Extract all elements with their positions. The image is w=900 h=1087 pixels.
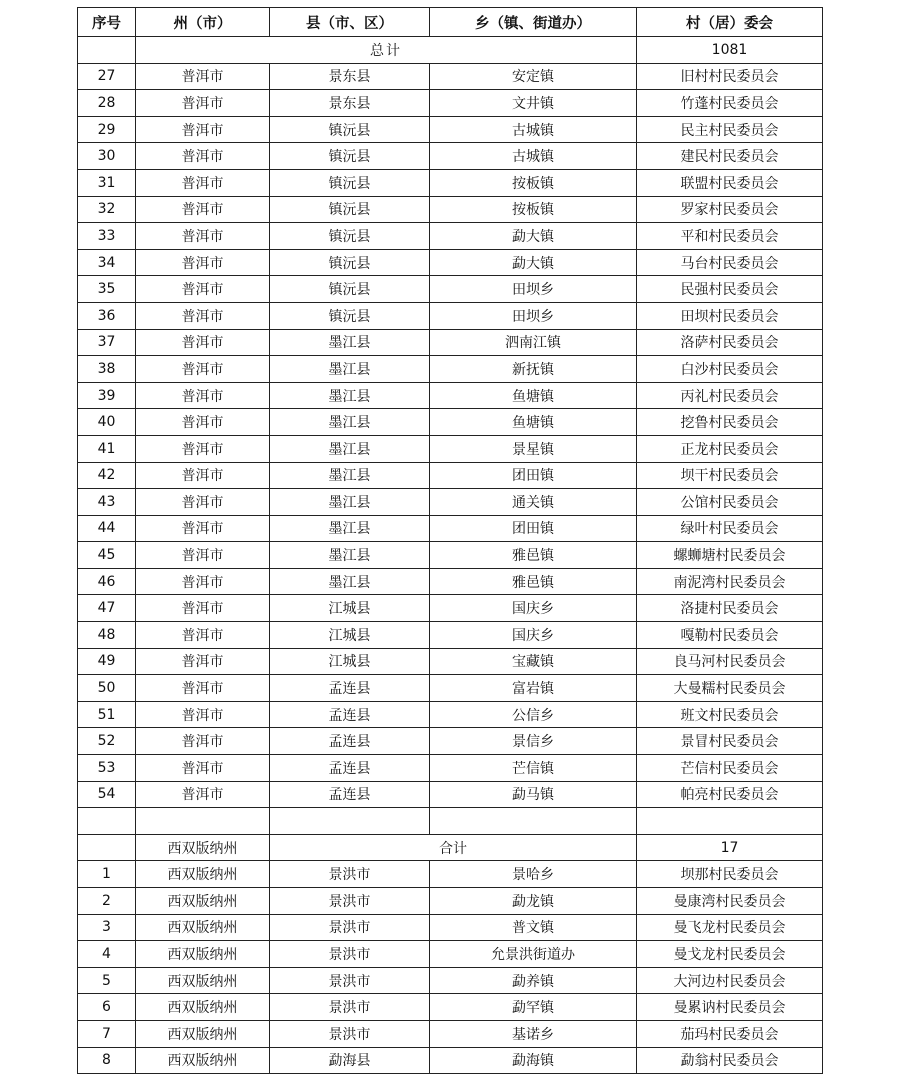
cell-prefecture: 西双版纳州	[136, 994, 270, 1021]
cell-serial: 45	[78, 542, 136, 569]
cell-county: 镇沅县	[270, 196, 430, 223]
cell-village-committee: 芒信村民委员会	[637, 755, 823, 782]
blank-cell	[136, 808, 270, 835]
blank-separator-row	[78, 808, 823, 835]
cell-serial: 52	[78, 728, 136, 755]
cell-county: 江城县	[270, 595, 430, 622]
cell-county: 孟连县	[270, 675, 430, 702]
cell-village-committee: 曼飞龙村民委员会	[637, 914, 823, 941]
cell-village-committee: 建民村民委员会	[637, 143, 823, 170]
cell-township: 团田镇	[430, 462, 637, 489]
cell-township: 允景洪街道办	[430, 941, 637, 968]
cell-prefecture: 普洱市	[136, 728, 270, 755]
cell-village-committee: 民强村民委员会	[637, 276, 823, 303]
table-row	[78, 249, 823, 276]
cell-village-committee: 茄玛村民委员会	[637, 1020, 823, 1047]
table-row	[78, 382, 823, 409]
cell-village-committee: 竹蓬村民委员会	[637, 90, 823, 117]
cell-village-committee: 绿叶村民委员会	[637, 515, 823, 542]
cell-prefecture: 西双版纳州	[136, 888, 270, 915]
table-row	[78, 701, 823, 728]
cell-serial: 6	[78, 994, 136, 1021]
cell-village-committee: 坝那村民委员会	[637, 861, 823, 888]
cell-village-committee: 联盟村民委员会	[637, 169, 823, 196]
cell-township: 古城镇	[430, 116, 637, 143]
cell-township: 雅邑镇	[430, 542, 637, 569]
cell-prefecture: 普洱市	[136, 196, 270, 223]
table-row	[78, 994, 823, 1021]
cell-county: 孟连县	[270, 755, 430, 782]
cell-serial: 50	[78, 675, 136, 702]
table-row	[78, 515, 823, 542]
cell-county: 镇沅县	[270, 223, 430, 250]
cell-county: 景洪市	[270, 861, 430, 888]
cell-village-committee: 嘎勒村民委员会	[637, 622, 823, 649]
table-row	[78, 302, 823, 329]
xsbn-rows	[78, 861, 823, 1074]
cell-county: 墨江县	[270, 462, 430, 489]
cell-village-committee: 洛捷村民委员会	[637, 595, 823, 622]
cell-serial: 41	[78, 435, 136, 462]
cell-prefecture: 普洱市	[136, 382, 270, 409]
cell-serial: 30	[78, 143, 136, 170]
cell-township: 鱼塘镇	[430, 409, 637, 436]
cell-serial: 43	[78, 489, 136, 516]
cell-county: 镇沅县	[270, 169, 430, 196]
cell-serial: 34	[78, 249, 136, 276]
cell-village-committee: 马台村民委员会	[637, 249, 823, 276]
cell-county: 墨江县	[270, 568, 430, 595]
cell-prefecture: 西双版纳州	[136, 1047, 270, 1074]
cell-village-committee: 公馆村民委员会	[637, 489, 823, 516]
cell-county: 镇沅县	[270, 143, 430, 170]
cell-village-committee: 挖鲁村民委员会	[637, 409, 823, 436]
subtotal-blank	[78, 834, 136, 861]
cell-prefecture: 普洱市	[136, 116, 270, 143]
cell-serial: 31	[78, 169, 136, 196]
table-row	[78, 143, 823, 170]
cell-township: 景信乡	[430, 728, 637, 755]
cell-serial: 38	[78, 356, 136, 383]
table-row	[78, 462, 823, 489]
cell-serial: 42	[78, 462, 136, 489]
cell-prefecture: 普洱市	[136, 595, 270, 622]
blank-cell	[270, 808, 430, 835]
cell-county: 墨江县	[270, 382, 430, 409]
village-committee-table	[77, 7, 823, 1074]
cell-village-committee: 螺蛳塘村民委员会	[637, 542, 823, 569]
table-row	[78, 755, 823, 782]
cell-township: 田坝乡	[430, 276, 637, 303]
cell-village-committee: 班文村民委员会	[637, 701, 823, 728]
cell-county: 镇沅县	[270, 276, 430, 303]
table-row	[78, 435, 823, 462]
cell-county: 墨江县	[270, 489, 430, 516]
cell-serial: 39	[78, 382, 136, 409]
cell-county: 镇沅县	[270, 116, 430, 143]
table-row	[78, 356, 823, 383]
cell-serial: 46	[78, 568, 136, 595]
subtotal-label: 合计	[270, 834, 637, 861]
table-row	[78, 781, 823, 808]
cell-serial: 51	[78, 701, 136, 728]
cell-township: 景哈乡	[430, 861, 637, 888]
table-row	[78, 595, 823, 622]
cell-prefecture: 普洱市	[136, 435, 270, 462]
subtotal-prefecture: 西双版纳州	[136, 834, 270, 861]
cell-prefecture: 普洱市	[136, 90, 270, 117]
cell-township: 新抚镇	[430, 356, 637, 383]
cell-prefecture: 普洱市	[136, 276, 270, 303]
cell-county: 景洪市	[270, 914, 430, 941]
cell-county: 景东县	[270, 90, 430, 117]
cell-village-committee: 白沙村民委员会	[637, 356, 823, 383]
table-row	[78, 169, 823, 196]
cell-county: 墨江县	[270, 435, 430, 462]
cell-township: 富岩镇	[430, 675, 637, 702]
cell-village-committee: 正龙村民委员会	[637, 435, 823, 462]
table-row	[78, 1047, 823, 1074]
cell-county: 墨江县	[270, 542, 430, 569]
cell-prefecture: 普洱市	[136, 169, 270, 196]
cell-prefecture: 西双版纳州	[136, 1020, 270, 1047]
cell-county: 墨江县	[270, 329, 430, 356]
cell-serial: 5	[78, 967, 136, 994]
table-row	[78, 196, 823, 223]
table-row	[78, 409, 823, 436]
cell-serial: 2	[78, 888, 136, 915]
table-row	[78, 622, 823, 649]
cell-county: 江城县	[270, 622, 430, 649]
cell-serial: 47	[78, 595, 136, 622]
cell-village-committee: 勐翁村民委员会	[637, 1047, 823, 1074]
table-row	[78, 675, 823, 702]
cell-prefecture: 普洱市	[136, 755, 270, 782]
cell-serial: 32	[78, 196, 136, 223]
table-row	[78, 728, 823, 755]
cell-prefecture: 普洱市	[136, 143, 270, 170]
cell-township: 勐罕镇	[430, 994, 637, 1021]
cell-village-committee: 旧村村民委员会	[637, 63, 823, 90]
table-row	[78, 861, 823, 888]
cell-township: 景星镇	[430, 435, 637, 462]
cell-township: 国庆乡	[430, 622, 637, 649]
cell-township: 雅邑镇	[430, 568, 637, 595]
cell-prefecture: 普洱市	[136, 223, 270, 250]
cell-serial: 49	[78, 648, 136, 675]
table-row	[78, 648, 823, 675]
cell-serial: 7	[78, 1020, 136, 1047]
cell-village-committee: 民主村民委员会	[637, 116, 823, 143]
table-row	[78, 941, 823, 968]
cell-county: 景东县	[270, 63, 430, 90]
table-row	[78, 542, 823, 569]
cell-county: 镇沅县	[270, 249, 430, 276]
cell-serial: 4	[78, 941, 136, 968]
table-row	[78, 967, 823, 994]
cell-township: 团田镇	[430, 515, 637, 542]
table-row	[78, 276, 823, 303]
header-village-committee: 村（居）委会	[637, 8, 823, 37]
table-row	[78, 116, 823, 143]
cell-county: 孟连县	[270, 781, 430, 808]
table-row	[78, 914, 823, 941]
cell-serial: 1	[78, 861, 136, 888]
grand-total-row	[78, 37, 823, 64]
cell-county: 墨江县	[270, 409, 430, 436]
table-row	[78, 63, 823, 90]
cell-serial: 53	[78, 755, 136, 782]
cell-township: 通关镇	[430, 489, 637, 516]
cell-village-committee: 大曼糯村民委员会	[637, 675, 823, 702]
header-county: 县（市、区）	[270, 8, 430, 37]
cell-serial: 37	[78, 329, 136, 356]
grand-total-label: 总计	[136, 37, 637, 64]
cell-township: 勐海镇	[430, 1047, 637, 1074]
cell-county: 景洪市	[270, 941, 430, 968]
cell-serial: 33	[78, 223, 136, 250]
cell-township: 勐养镇	[430, 967, 637, 994]
cell-village-committee: 南泥湾村民委员会	[637, 568, 823, 595]
cell-prefecture: 普洱市	[136, 302, 270, 329]
subtotal-value: 17	[637, 834, 823, 861]
cell-township: 按板镇	[430, 169, 637, 196]
cell-county: 孟连县	[270, 701, 430, 728]
grand-total-value: 1081	[637, 37, 823, 64]
cell-county: 镇沅县	[270, 302, 430, 329]
cell-village-committee: 田坝村民委员会	[637, 302, 823, 329]
cell-serial: 44	[78, 515, 136, 542]
cell-county: 墨江县	[270, 356, 430, 383]
cell-township: 古城镇	[430, 143, 637, 170]
cell-village-committee: 曼康湾村民委员会	[637, 888, 823, 915]
cell-village-committee: 坝干村民委员会	[637, 462, 823, 489]
cell-prefecture: 普洱市	[136, 356, 270, 383]
cell-village-committee: 丙礼村民委员会	[637, 382, 823, 409]
table-row	[78, 489, 823, 516]
table-row	[78, 1020, 823, 1047]
cell-prefecture: 普洱市	[136, 701, 270, 728]
cell-prefecture: 普洱市	[136, 542, 270, 569]
cell-prefecture: 普洱市	[136, 781, 270, 808]
cell-village-committee: 曼累讷村民委员会	[637, 994, 823, 1021]
table-row	[78, 223, 823, 250]
grand-total-blank	[78, 37, 136, 64]
cell-county: 景洪市	[270, 888, 430, 915]
cell-township: 基诺乡	[430, 1020, 637, 1047]
cell-township: 勐大镇	[430, 223, 637, 250]
cell-prefecture: 普洱市	[136, 675, 270, 702]
cell-county: 孟连县	[270, 728, 430, 755]
cell-prefecture: 普洱市	[136, 329, 270, 356]
cell-village-committee: 帕亮村民委员会	[637, 781, 823, 808]
cell-prefecture: 普洱市	[136, 622, 270, 649]
cell-serial: 27	[78, 63, 136, 90]
cell-prefecture: 西双版纳州	[136, 861, 270, 888]
cell-serial: 3	[78, 914, 136, 941]
cell-prefecture: 普洱市	[136, 515, 270, 542]
cell-township: 安定镇	[430, 63, 637, 90]
cell-township: 按板镇	[430, 196, 637, 223]
cell-prefecture: 普洱市	[136, 489, 270, 516]
cell-serial: 29	[78, 116, 136, 143]
cell-prefecture: 普洱市	[136, 63, 270, 90]
cell-serial: 35	[78, 276, 136, 303]
cell-county: 江城县	[270, 648, 430, 675]
cell-county: 景洪市	[270, 967, 430, 994]
cell-prefecture: 普洱市	[136, 568, 270, 595]
cell-township: 勐马镇	[430, 781, 637, 808]
table-row	[78, 90, 823, 117]
cell-township: 芒信镇	[430, 755, 637, 782]
cell-township: 勐大镇	[430, 249, 637, 276]
cell-township: 勐龙镇	[430, 888, 637, 915]
cell-prefecture: 西双版纳州	[136, 967, 270, 994]
cell-village-committee: 洛萨村民委员会	[637, 329, 823, 356]
cell-village-committee: 罗家村民委员会	[637, 196, 823, 223]
cell-township: 泗南江镇	[430, 329, 637, 356]
cell-serial: 54	[78, 781, 136, 808]
blank-cell	[78, 808, 136, 835]
cell-village-committee: 曼戈龙村民委员会	[637, 941, 823, 968]
cell-township: 国庆乡	[430, 595, 637, 622]
cell-township: 文井镇	[430, 90, 637, 117]
header-prefecture: 州（市）	[136, 8, 270, 37]
cell-village-committee: 良马河村民委员会	[637, 648, 823, 675]
table-row	[78, 329, 823, 356]
table-row	[78, 888, 823, 915]
cell-serial: 8	[78, 1047, 136, 1074]
blank-cell	[430, 808, 637, 835]
xsbn-subtotal-row	[78, 834, 823, 861]
cell-township: 鱼塘镇	[430, 382, 637, 409]
table-header-row	[78, 8, 823, 37]
blank-cell	[637, 808, 823, 835]
cell-county: 景洪市	[270, 1020, 430, 1047]
cell-township: 公信乡	[430, 701, 637, 728]
cell-village-committee: 大河边村民委员会	[637, 967, 823, 994]
cell-serial: 28	[78, 90, 136, 117]
cell-county: 墨江县	[270, 515, 430, 542]
puer-rows	[78, 63, 823, 808]
cell-township: 宝藏镇	[430, 648, 637, 675]
cell-township: 田坝乡	[430, 302, 637, 329]
table-row	[78, 568, 823, 595]
header-serial: 序号	[78, 8, 136, 37]
cell-prefecture: 普洱市	[136, 462, 270, 489]
cell-village-committee: 景冒村民委员会	[637, 728, 823, 755]
cell-prefecture: 普洱市	[136, 648, 270, 675]
header-township: 乡（镇、街道办）	[430, 8, 637, 37]
cell-serial: 48	[78, 622, 136, 649]
cell-prefecture: 普洱市	[136, 249, 270, 276]
cell-serial: 36	[78, 302, 136, 329]
cell-serial: 40	[78, 409, 136, 436]
cell-county: 景洪市	[270, 994, 430, 1021]
cell-prefecture: 普洱市	[136, 409, 270, 436]
cell-prefecture: 西双版纳州	[136, 914, 270, 941]
cell-prefecture: 西双版纳州	[136, 941, 270, 968]
cell-village-committee: 平和村民委员会	[637, 223, 823, 250]
cell-county: 勐海县	[270, 1047, 430, 1074]
cell-township: 普文镇	[430, 914, 637, 941]
